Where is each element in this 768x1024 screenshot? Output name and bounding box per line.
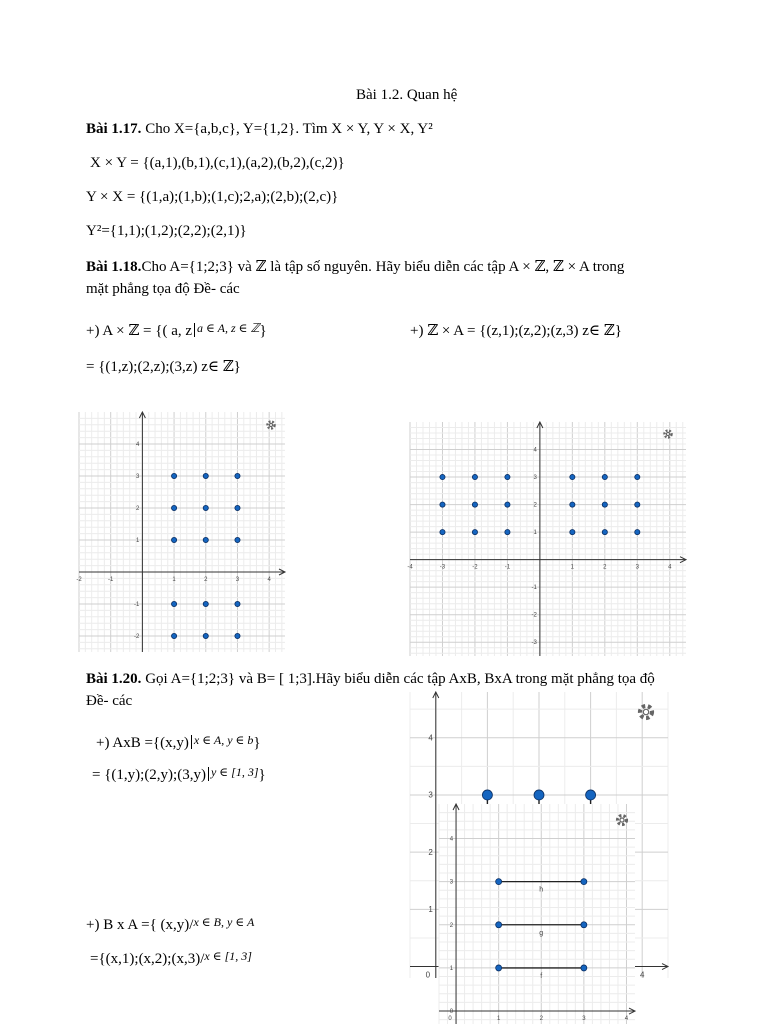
segment-endpoint bbox=[581, 922, 587, 928]
ex118-heading bbox=[86, 258, 624, 276]
ex120-bxa-result-prefix: ={(x,1);(x,2);(x,3)/ bbox=[90, 951, 205, 967]
y-tick-label: 0 bbox=[449, 1009, 454, 1016]
data-point bbox=[472, 474, 477, 479]
ex118-label: Bài 1.18. bbox=[86, 259, 142, 275]
y-tick-label: 1 bbox=[449, 965, 454, 972]
data-point bbox=[635, 530, 640, 535]
segment-label: g bbox=[539, 929, 544, 937]
plot-background bbox=[410, 422, 686, 656]
ex117-xy: X × Y = {(a,1),(b,1),(c,1),(a,2),(b,2),(c,2)} bbox=[90, 155, 345, 171]
page-title: Bài 1.2. Quan hệ bbox=[356, 87, 458, 103]
data-point bbox=[505, 530, 510, 535]
data-point bbox=[171, 633, 176, 638]
ex120-axb-result-condition: y ∈ [1, 3] bbox=[210, 765, 259, 779]
data-point bbox=[171, 601, 176, 606]
ex120-axb-suffix: } bbox=[253, 735, 261, 751]
data-point bbox=[505, 474, 510, 479]
segment-endpoint bbox=[496, 922, 502, 928]
x-tick-label: -2 bbox=[472, 564, 478, 571]
data-point bbox=[635, 474, 640, 479]
y-tick-label: 2 bbox=[533, 502, 537, 509]
ex120-axb-prefix: +) AxB ={(x,y) bbox=[96, 735, 189, 751]
data-point bbox=[171, 473, 176, 478]
segment-endpoint bbox=[581, 879, 587, 885]
y-tick-label: 1 bbox=[136, 538, 140, 544]
ex120-bxa-condition: x ∈ B, y ∈ A bbox=[193, 915, 255, 929]
ex120-bxa bbox=[86, 916, 254, 934]
x-tick-label: 3 bbox=[235, 577, 240, 583]
ex118-axz-result: = {(1,z);(2,z);(3,z) z∈ ℤ} bbox=[86, 359, 241, 375]
y-tick-label: -2 bbox=[134, 634, 140, 640]
graph-a-times-z bbox=[76, 412, 285, 652]
y-tick-label: -1 bbox=[531, 585, 537, 592]
data-point bbox=[171, 505, 176, 510]
plot-background bbox=[439, 804, 635, 1024]
ex120-axb-condition: x ∈ A, y ∈ b bbox=[193, 733, 254, 747]
data-point bbox=[440, 530, 445, 535]
ex118-prompt-line2: mặt phẳng tọa độ Đề- các bbox=[86, 281, 240, 297]
y-tick-label: 3 bbox=[449, 879, 454, 886]
x-tick-label: -4 bbox=[407, 564, 413, 571]
x-tick-label: 1 bbox=[496, 1016, 501, 1023]
ex118-zxa: +) ℤ × A = {(z,1);(z,2);(z,3) z∈ ℤ} bbox=[410, 323, 622, 339]
y-tick-label: 2 bbox=[449, 922, 454, 929]
graph-b-times-a bbox=[439, 804, 635, 1024]
x-tick-label: 2 bbox=[603, 564, 607, 571]
data-point bbox=[203, 633, 208, 638]
data-point bbox=[505, 502, 510, 507]
ex118-prompt-line1: Cho A={1;2;3} và ℤ là tập số nguyên. Hãy biểu diễn các tập A × ℤ, ℤ × A trong bbox=[141, 259, 625, 275]
x-tick-label: 4 bbox=[668, 564, 672, 571]
data-point bbox=[635, 502, 640, 507]
x-tick-label: -2 bbox=[76, 577, 82, 583]
data-point bbox=[235, 473, 240, 478]
ex120-axb-result bbox=[92, 766, 266, 784]
y-tick-label: 3 bbox=[533, 475, 537, 482]
ex120-axb-result-prefix: = {(1,y);(2,y);(3,y) bbox=[92, 767, 206, 783]
graph-z-times-a bbox=[407, 422, 686, 656]
x-tick-label: -1 bbox=[108, 577, 114, 583]
x-tick-label: 0 bbox=[448, 1016, 452, 1023]
data-point bbox=[602, 530, 607, 535]
plot-background bbox=[79, 412, 285, 652]
x-tick-label: 2 bbox=[539, 1016, 543, 1023]
data-point bbox=[570, 530, 575, 535]
segment-endpoint bbox=[496, 879, 502, 885]
y-tick-label: 3 bbox=[428, 790, 433, 800]
x-tick-label: 4 bbox=[267, 577, 271, 583]
y-tick-label: 3 bbox=[136, 474, 140, 480]
x-tick-label: 1 bbox=[172, 577, 176, 583]
ex120-label: Bài 1.20. bbox=[86, 671, 142, 687]
segment-label: f bbox=[540, 972, 543, 980]
ex120-axb bbox=[96, 734, 261, 752]
y-tick-label: 4 bbox=[449, 836, 454, 843]
data-point bbox=[203, 505, 208, 510]
ex120-bxa-result bbox=[90, 950, 252, 968]
ex117-prompt: Cho X={a,b,c}, Y={1,2}. Tìm X × Y, Y × X, Y² bbox=[145, 121, 433, 137]
data-point bbox=[440, 474, 445, 479]
data-point bbox=[602, 474, 607, 479]
data-point bbox=[570, 474, 575, 479]
y-tick-label: 4 bbox=[533, 447, 537, 454]
x-tick-label: 3 bbox=[635, 564, 639, 571]
ex120-prompt-line2: Đề- các bbox=[86, 693, 133, 709]
data-point bbox=[440, 502, 445, 507]
segment-endpoint bbox=[581, 965, 587, 971]
ex117-yx: Y × X = {(1,a);(1,b);(1,c);2,a);(2,b);(2,c)} bbox=[86, 189, 339, 205]
x-tick-label: 4 bbox=[639, 970, 645, 980]
ex118-axz-prefix: +) A × ℤ = {( a, z bbox=[86, 323, 193, 339]
data-point bbox=[602, 502, 607, 507]
x-tick-label: 1 bbox=[570, 564, 575, 571]
ex120-bxa-result-condition: x ∈ [1, 3] bbox=[204, 949, 252, 963]
y-tick-label: 2 bbox=[136, 506, 140, 512]
ex120-prompt-line1: Gọi A={1;2;3} và B= [ 1;3].Hãy biểu diễn các tập AxB, BxA trong mặt phẳng tọa độ bbox=[145, 671, 655, 687]
y-tick-label: 2 bbox=[428, 847, 433, 857]
ex118-axz bbox=[86, 322, 267, 340]
data-point bbox=[472, 530, 477, 535]
ex117-heading bbox=[86, 120, 433, 138]
y-tick-label: -1 bbox=[134, 602, 140, 608]
data-point bbox=[482, 790, 492, 800]
ex117-y2: Y²={1,1);(1,2);(2,2);(2,1)} bbox=[86, 223, 247, 239]
x-tick-label: 4 bbox=[624, 1016, 629, 1023]
data-point bbox=[570, 502, 575, 507]
ex118-axz-suffix: } bbox=[259, 323, 267, 339]
x-tick-label: -1 bbox=[504, 564, 511, 571]
data-point bbox=[235, 537, 240, 542]
data-point bbox=[203, 601, 208, 606]
ex120-bxa-prefix: +) B x A ={ (x,y)/ bbox=[86, 917, 194, 933]
x-tick-label: -3 bbox=[439, 564, 446, 571]
y-tick-label: 1 bbox=[533, 530, 537, 537]
data-point bbox=[203, 473, 208, 478]
segment-endpoint bbox=[496, 965, 502, 971]
data-point bbox=[235, 601, 240, 606]
x-tick-label: 3 bbox=[582, 1016, 586, 1023]
data-point bbox=[235, 505, 240, 510]
data-point bbox=[534, 790, 544, 800]
data-point bbox=[235, 633, 240, 638]
ex120-heading bbox=[86, 670, 655, 688]
data-point bbox=[203, 537, 208, 542]
x-tick-label: 2 bbox=[204, 577, 208, 583]
segment-label: h bbox=[539, 886, 544, 894]
ex118-axz-condition: a ∈ A, z ∈ ℤ bbox=[197, 321, 260, 335]
y-tick-label: -3 bbox=[531, 640, 537, 647]
y-tick-label: -2 bbox=[531, 612, 537, 619]
data-point bbox=[586, 790, 596, 800]
data-point bbox=[171, 537, 176, 542]
ex117-label: Bài 1.17. bbox=[86, 121, 142, 137]
data-point bbox=[472, 502, 477, 507]
y-tick-label: 4 bbox=[136, 442, 140, 448]
y-tick-label: 4 bbox=[428, 733, 433, 743]
x-tick-label: 0 bbox=[425, 970, 431, 980]
ex120-axb-result-suffix: } bbox=[258, 767, 266, 783]
y-tick-label: 1 bbox=[428, 905, 433, 915]
